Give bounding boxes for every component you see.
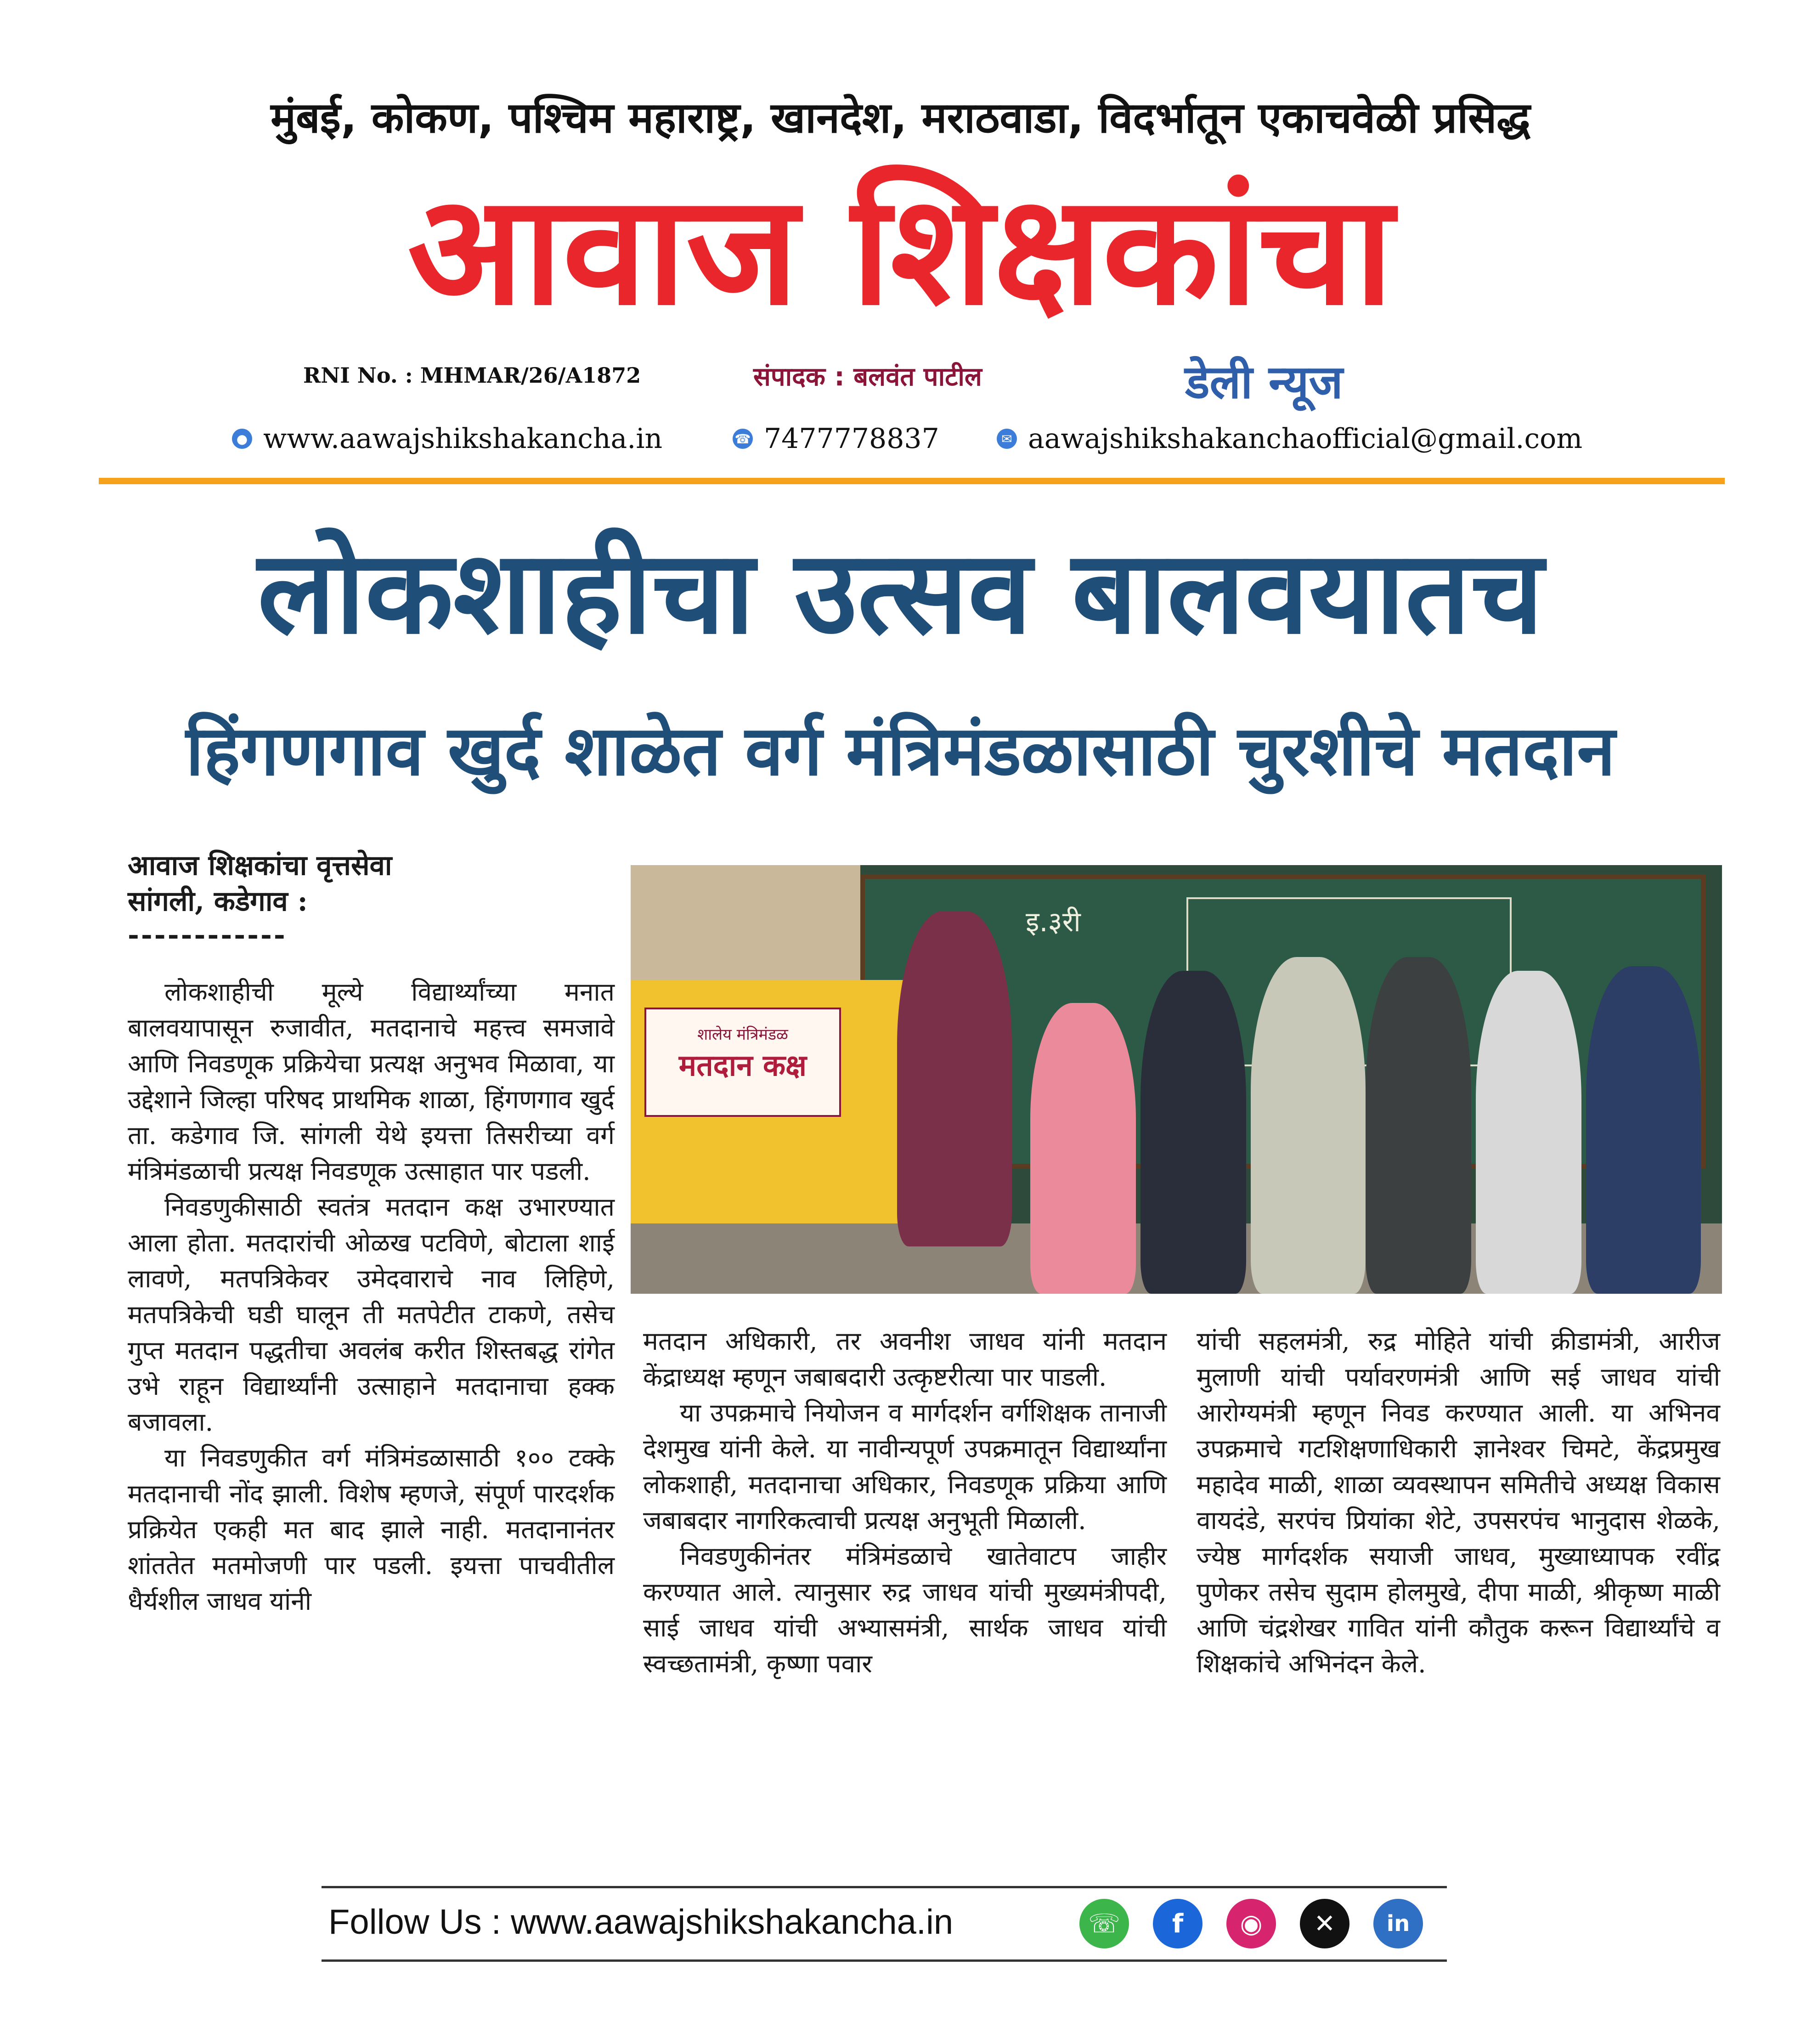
paragraph: या उपक्रमाचे नियोजन व मार्गदर्शन वर्गशिक्षक तानाजी देशमुख यांनी केले. या नावीन्यपूर्ण उपक्रमातून विद्यार्थ्यांना लोकशाही, मतदानाचा अधिकार, निवडणूक प्रक्रिया आणि जबाबदार नागरिकत्वाची प्रत्यक्ष अनुभूती मिळाली. [643,1398,1167,1535]
student-figure [897,911,1012,1246]
website-text: www.aawajshikshakancha.in [263,423,663,455]
byline-agency: आवाज शिक्षकांचा वृत्तसेवा [128,849,392,882]
paragraph: यांची सहलमंत्री, रुद्र मोहिते यांची क्रीडामंत्री, आरीज मुलाणी यांची पर्यावरणमंत्री आणि सई जाधव यांची आरोग्यमंत्री म्हणून निवड करण्यात आली. या अभिनव उपक्रमाचे गटशिक्षणाधिकारी ज्ञानेश्वर चिमटे, केंद्रप्रमुख महादेव माळी, शाळा व्यवस्थापन समितीचे अध्यक्ष विकास वायदंडे, सरपंच प्रियांका शेटे, उपसरपंच भानुदास शेळके, ज्येष्ठ मार्गदर्शक सयाजी जाधव, मुख्याध्यापक रवींद्र पुणेकर तसेच सुदाम होलमुखे, दीपा माळी, श्रीकृष्ण माळी आणि चंद्रशेखर गावित यांनी कौतुक करून विद्यार्थ्यांचे व शिक्षकांचे अभिनंदन केले. [1197,1326,1720,1678]
student-figure [1476,971,1581,1294]
edition-label: डेली न्यूज [1185,355,1343,409]
byline-separator: ------------ [128,919,287,951]
paragraph: मतदान अधिकारी, तर अवनीश जाधव यांनी मतदान केंद्राध्यक्ष म्हणून जबाबदारी उत्कृष्टरीत्या पार पाडली. [643,1326,1167,1392]
phone-icon: ☎ [733,429,753,449]
article-column-2 [643,1323,1167,1682]
rni-number: RNI No. : MHMAR/26/A1872 [303,363,641,388]
article-subheadline: हिंगणगाव खुर्द शाळेत वर्ग मंत्रिमंडळासाठी चुरशीचे मतदान [186,711,1615,791]
phone-contact[interactable] [733,423,939,455]
email-text: aawajshikshakanchaofficial@gmail.com [1028,423,1583,455]
whatsapp-icon[interactable]: ☏ [1079,1899,1129,1948]
article-photo [631,865,1722,1294]
header-rule [99,478,1725,484]
globe-icon: ● [232,429,252,449]
booth-sign [644,1008,841,1117]
sign-line-2: मतदान कक्ष [678,1049,807,1083]
board-label: इ.३री [1026,906,1081,938]
article-byline [128,848,392,919]
article-column-3 [1197,1323,1720,1682]
article-headline: लोकशाहीचा उत्सव बालवयातच [257,526,1544,659]
student-figure [1366,957,1471,1294]
paragraph: लोकशाहीची मूल्ये विद्यार्थ्यांच्या मनात बालवयापासून रुजावीत, मतदानाचे महत्त्व समजावे आणि निवडणूक प्रक्रियेचा प्रत्यक्ष अनुभव मिळावा, या उद्देशाने जिल्हा परिषद प्राथमिक शाळा, हिंगणगाव खुर्द ता. कडेगाव जि. सांगली येथे इयत्ता तिसरीच्या वर्ग मंत्रिमंडळाची प्रत्यक्ष निवडणूक उत्साहात पार पडली. [128,977,615,1186]
instagram-icon[interactable]: ◉ [1226,1899,1276,1948]
footer-rule-bottom [322,1959,1447,1962]
sign-line-1: शालेय मंत्रिमंडळ [697,1025,788,1044]
linkedin-icon[interactable]: in [1373,1899,1423,1948]
newspaper-title: आवाज शिक्षकांचा [407,162,1394,339]
masthead-tagline: मुंबई, कोकण, पश्चिम महाराष्ट्र, खानदेश, मराठवाडा, विदर्भातून एकाचवेळी प्रसिद्ध [271,93,1530,142]
website-contact[interactable] [232,423,662,455]
facebook-icon[interactable]: f [1153,1899,1203,1948]
paragraph: या निवडणुकीत वर्ग मंत्रिमंडळासाठी १०० टक्के मतदानाची नोंद झाली. विशेष म्हणजे, संपूर्ण पारदर्शक प्रक्रियेत एकही मत बाद झाले नाही. मतदानानंतर शांततेत मतमोजणी पार पडली. इयत्ता पाचवीतील धैर्यशील जाधव यांनी [128,1443,615,1616]
student-figure [1251,957,1366,1294]
byline-location: सांगली, कडेगाव : [128,885,308,917]
student-figure [1140,971,1246,1294]
email-contact[interactable] [997,423,1582,455]
student-figure [1030,1003,1136,1294]
email-icon: ✉ [997,429,1017,449]
paragraph: निवडणुकीनंतर मंत्रिमंडळाचे खातेवाटप जाहीर करण्यात आले. त्यानुसार रुद्र जाधव यांची मुख्यमंत्रीपदी, साई जाधव यांची अभ्यासमंत्री, सार्थक जाधव यांची स्वच्छतामंत्री, कृष्णा पवार [643,1541,1167,1678]
phone-text: 7477778837 [764,423,939,455]
student-figure [1586,966,1701,1294]
footer-rule-top [322,1886,1447,1888]
editor-credit: संपादक : बलवंत पाटील [753,362,982,392]
article-column-1 [128,974,615,1619]
paragraph: निवडणुकीसाठी स्वतंत्र मतदान कक्ष उभारण्यात आला होता. मतदारांची ओळख पटविणे, बोटाला शाई लावणे, मतपत्रिकेवर उमेदवाराचे नाव लिहिणे, मतपत्रिकेची घडी घालून ती मतपेटीत टाकणे, तसेच गुप्त मतदान पद्धतीचा अवलंब करीत शिस्तबद्ध रांगेत उभे राहून विद्यार्थ्यांनी उत्साहाने मतदानाचा हक्क बजावला. [128,1192,615,1437]
follow-us-text[interactable]: Follow Us : www.aawajshikshakancha.in [328,1902,954,1942]
x-icon[interactable]: ✕ [1300,1899,1349,1948]
